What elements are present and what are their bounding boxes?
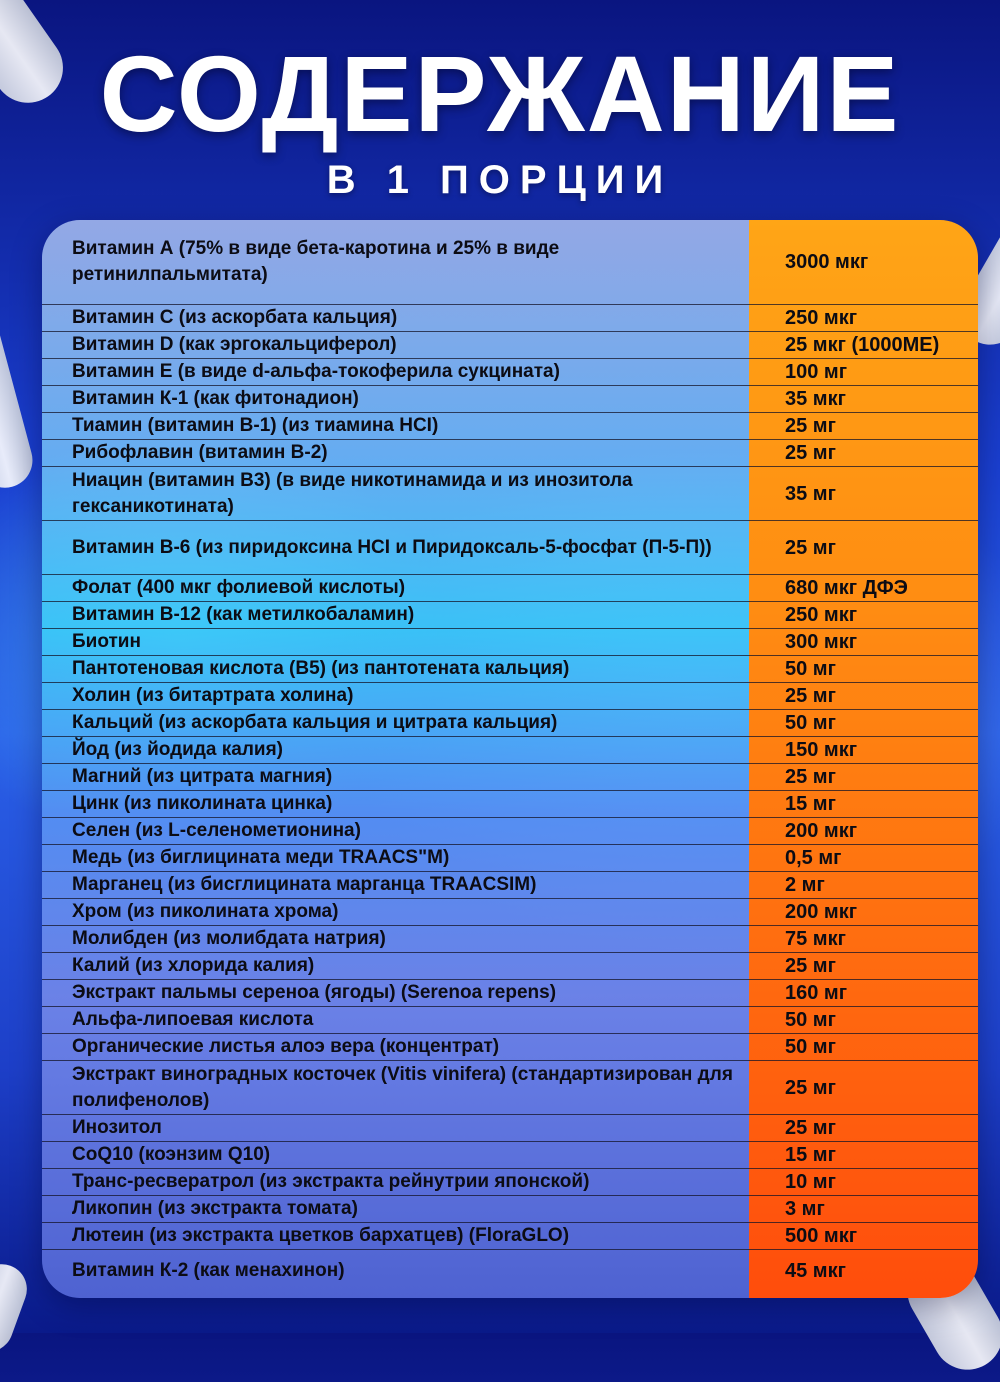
- ingredient-amount: 50 мг: [749, 1007, 978, 1034]
- ingredient-name: Экстракт виноградных косточек (Vitis vinifera) (стандартизирован для полифенолов): [42, 1061, 749, 1115]
- ingredient-name: Биотин: [42, 629, 749, 656]
- ingredient-name: Холин (из битартрата холина): [42, 683, 749, 710]
- ingredient-amount: 25 мг: [749, 1115, 978, 1142]
- capsule-decoration: [0, 1257, 34, 1359]
- ingredient-amount: 10 мг: [749, 1169, 978, 1196]
- nutrition-table-grid: [42, 220, 978, 1292]
- ingredient-name: Витамин C (из аскорбата кальция): [42, 305, 749, 332]
- ingredient-amount: 3 мг: [749, 1196, 978, 1223]
- ingredient-amount: 50 мг: [749, 710, 978, 737]
- ingredient-name: Ниацин (витамин B3) (в виде никотинамида и из инозитола гексаникотината): [42, 467, 749, 521]
- ingredient-amount: 25 мг: [749, 413, 978, 440]
- ingredient-amount: 160 мг: [749, 980, 978, 1007]
- ingredient-name: Пантотеновая кислота (B5) (из пантотената кальция): [42, 656, 749, 683]
- ingredient-amount: 25 мг: [749, 953, 978, 980]
- ingredient-amount: 35 мг: [749, 467, 978, 521]
- ingredient-amount: 680 мкг ДФЭ: [749, 575, 978, 602]
- ingredient-amount: 250 мкг: [749, 602, 978, 629]
- ingredient-name: Рибофлавин (витамин B-2): [42, 440, 749, 467]
- ingredient-amount: 25 мг: [749, 440, 978, 467]
- ingredient-name: Витамин B-6 (из пиридоксина HCI и Пиридоксаль-5-фосфат (П-5-П)): [42, 521, 749, 575]
- ingredient-amount: 3000 мкг: [749, 220, 978, 305]
- ingredient-name: CoQ10 (коэнзим Q10): [42, 1142, 749, 1169]
- ingredient-name: Органические листья алоэ вера (концентрат): [42, 1034, 749, 1061]
- ingredient-name: Витамин А (75% в виде бета-каротина и 25% в виде ретинилпальмитата): [42, 220, 749, 305]
- ingredient-name: Альфа-липоевая кислота: [42, 1007, 749, 1034]
- page-title: СОДЕРЖАНИЕ: [99, 33, 901, 154]
- ingredient-amount: 15 мг: [749, 791, 978, 818]
- ingredient-name: Кальций (из аскорбата кальция и цитрата кальция): [42, 710, 749, 737]
- ingredient-name: Магний (из цитрата магния): [42, 764, 749, 791]
- ingredient-name: Экстракт пальмы сереноа (ягоды) (Serenoa repens): [42, 980, 749, 1007]
- ingredient-amount: 25 мг: [749, 683, 978, 710]
- ingredient-amount: 35 мкг: [749, 386, 978, 413]
- ingredient-amount: 50 мг: [749, 656, 978, 683]
- ingredient-name: Витамин К-2 (как менахинон): [72, 1260, 345, 1281]
- ingredient-name: Витамин D (как эргокальциферол): [42, 332, 749, 359]
- ingredient-amount: 25 мкг (1000МЕ): [749, 332, 978, 359]
- ingredient-amount: 2 мг: [749, 872, 978, 899]
- ingredient-amount: 100 мг: [749, 359, 978, 386]
- ingredient-name: Инозитол: [42, 1115, 749, 1142]
- ingredient-amount: 75 мкг: [749, 926, 978, 953]
- ingredient-amount: 200 мкг: [749, 899, 978, 926]
- ingredient-amount: 25 мг: [749, 1061, 978, 1115]
- ingredient-name: Тиамин (витамин B-1) (из тиамина HCI): [42, 413, 749, 440]
- ingredient-name: Лютеин (из экстракта цветков бархатцев) (FloraGLO): [42, 1223, 749, 1250]
- ingredient-amount: 50 мг: [749, 1034, 978, 1061]
- ingredient-name: Йод (из йодида калия): [42, 737, 749, 764]
- page-subtitle: В 1 ПОРЦИИ: [326, 158, 674, 202]
- ingredient-name: Цинк (из пиколината цинка): [42, 791, 749, 818]
- ingredient-name: Транс-ресвератрол (из экстракта рейнутрии японской): [42, 1169, 749, 1196]
- ingredient-amount: 500 мкг: [749, 1223, 978, 1250]
- ingredient-amount: 300 мкг: [749, 629, 978, 656]
- ingredient-name: Марганец (из бисглицината марганца TRAACSIM): [42, 872, 749, 899]
- ingredient-name: Фолат (400 мкг фолиевой кислоты): [42, 575, 749, 602]
- ingredient-amount: 25 мг: [749, 521, 978, 575]
- ingredient-name: Калий (из хлорида калия): [42, 953, 749, 980]
- ingredient-name: Хром (из пиколината хрома): [42, 899, 749, 926]
- ingredient-amount: 45 мкг: [785, 1260, 846, 1282]
- ingredient-amount: 250 мкг: [749, 305, 978, 332]
- ingredient-amount: 0,5 мг: [749, 845, 978, 872]
- ingredient-amount: 25 мг: [749, 764, 978, 791]
- ingredient-name: Витамин E (в виде d-альфа-токоферила сукцината): [42, 359, 749, 386]
- ingredient-amount: 200 мкг: [749, 818, 978, 845]
- ingredient-amount: 15 мг: [749, 1142, 978, 1169]
- capsule-decoration: [0, 296, 39, 494]
- ingredient-name: Селен (из L-селенометионина): [42, 818, 749, 845]
- ingredient-name: Ликопин (из экстракта томата): [42, 1196, 749, 1223]
- nutrition-table: [42, 220, 978, 1298]
- ingredient-name: Витамин B-12 (как метилкобаламин): [42, 602, 749, 629]
- ingredient-name: Медь (из биглицината меди TRAACS"M): [42, 845, 749, 872]
- ingredient-name: Молибден (из молибдата натрия): [42, 926, 749, 953]
- ingredient-name: Витамин К-1 (как фитонадион): [42, 386, 749, 413]
- ingredient-amount: 150 мкг: [749, 737, 978, 764]
